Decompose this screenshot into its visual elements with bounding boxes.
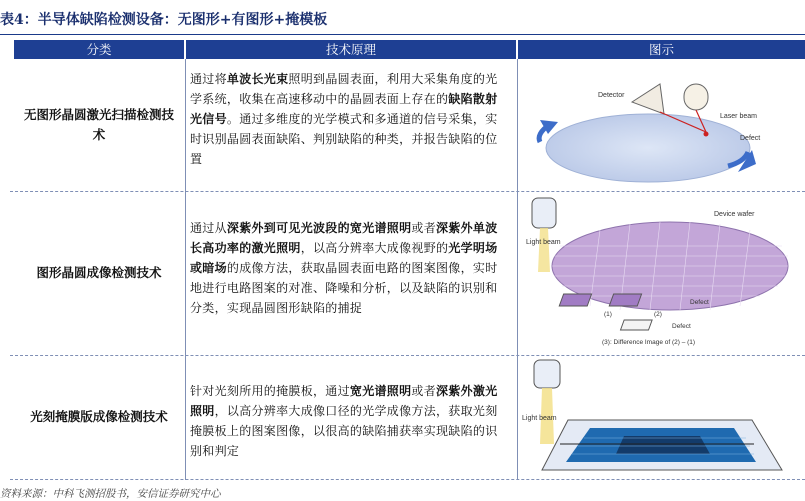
principle-text: ，以高分辨率大成像口径的光学成像方法，获取光刻掩膜板上的图案图像，以很高的缺陷捕获率实现缺陷的识别和判定 xyxy=(190,404,498,458)
light-beam-label: Light beam xyxy=(522,415,557,422)
title-divider xyxy=(0,34,805,35)
header-figure: 图示 xyxy=(518,40,805,59)
light-beam-label: Light beam xyxy=(526,239,561,246)
row-1-figure xyxy=(520,62,805,190)
highlighted-term: 单波长光束 xyxy=(226,72,289,86)
row-2-figure xyxy=(520,194,805,352)
row-3-principle xyxy=(190,381,508,461)
highlighted-term: 深紫外到可见光波段的宽光谱照明 xyxy=(226,221,412,235)
row-2-category-text: 图形晶圆成像检测技术 xyxy=(36,265,162,280)
laser-scan-diagram xyxy=(520,62,805,190)
light-beam-shape xyxy=(538,228,550,272)
principle-text: ，以高分辨率大成像视野的 xyxy=(300,241,449,255)
row-2-principle xyxy=(190,218,508,318)
highlighted-term: 宽光谱照明 xyxy=(349,384,412,398)
defect-dot xyxy=(704,132,709,137)
detector-label: Detector xyxy=(598,92,625,99)
row-divider-3 xyxy=(10,479,805,480)
highlighted-term: 深紫外单波长高功率的激光照明 xyxy=(190,221,498,255)
photomask-diagram xyxy=(520,358,805,478)
defect-label: Defect xyxy=(740,135,761,142)
principle-text: 通过将 xyxy=(190,72,227,86)
row-3-category-text: 光刻掩膜版成像检测技术 xyxy=(30,409,168,424)
image-1-label: (1) xyxy=(604,311,612,318)
principle-text: 。通过多维度的光学模式和多通道的信号采集，实时识别晶圆表面缺陷、判别缺陷的种类，并报告缺陷的位置 xyxy=(190,112,498,166)
image-2-label: (2) xyxy=(654,311,662,318)
patterned-wafer-diagram xyxy=(520,194,805,352)
row-1-category xyxy=(14,60,184,190)
highlighted-term: 缺陷散射光信号 xyxy=(190,92,498,126)
highlighted-term: 深紫外激光照明 xyxy=(190,384,498,418)
row-3-figure xyxy=(520,358,805,478)
laser-source-icon xyxy=(684,84,708,110)
highlighted-term: 光学明场或暗场 xyxy=(190,241,498,275)
image-1 xyxy=(559,294,591,306)
source-note: 资料来源：中科飞测招股书，安信证券研究中心 xyxy=(0,488,221,500)
difference-caption: (3): Difference Image of (2) – (1) xyxy=(602,339,696,346)
light-source-icon xyxy=(532,198,556,228)
row-1-principle xyxy=(190,69,508,169)
header-category: 分类 xyxy=(14,40,184,59)
principle-text: 或者 xyxy=(411,384,437,398)
principle-text: 通过从 xyxy=(190,221,227,235)
image-2 xyxy=(609,294,641,306)
device-wafer-label: Device wafer xyxy=(714,211,755,218)
row-3-category xyxy=(14,356,184,478)
column-divider-2 xyxy=(517,59,518,480)
principle-text: 照明到晶圆表面，利用大采集角度的光学系统，收集在高速移动中的晶圆表面上存在的 xyxy=(190,72,498,106)
row-2-category xyxy=(14,192,184,354)
wafer-disc xyxy=(546,114,750,182)
laser-beam-label: Laser beam xyxy=(720,113,757,120)
light-source-icon xyxy=(534,360,560,388)
mask-chip-pattern xyxy=(616,436,710,454)
defect-label-2: Defect xyxy=(672,323,691,330)
row-1-category-text: 无图形晶圆激光扫描检测技术 xyxy=(24,107,175,142)
detector-icon xyxy=(632,84,664,114)
header-principle: 技术原理 xyxy=(186,40,516,59)
column-divider-1 xyxy=(185,59,186,480)
table-title: 表4：半导体缺陷检测设备：无图形+有图形+掩模板 xyxy=(0,12,328,28)
defect-label-1: Defect xyxy=(690,299,709,306)
principle-text: 或者 xyxy=(411,221,437,235)
principle-text: 的成像方法，获取晶圆表面电路的图案图像，实时地进行电路图案的对准、降噪和分析，以及缺陷的识别和分类，实现晶圆图形缺陷的捕捉 xyxy=(190,261,498,315)
principle-text: 针对光刻所用的掩膜板，通过 xyxy=(190,384,350,398)
difference-image xyxy=(621,320,653,330)
